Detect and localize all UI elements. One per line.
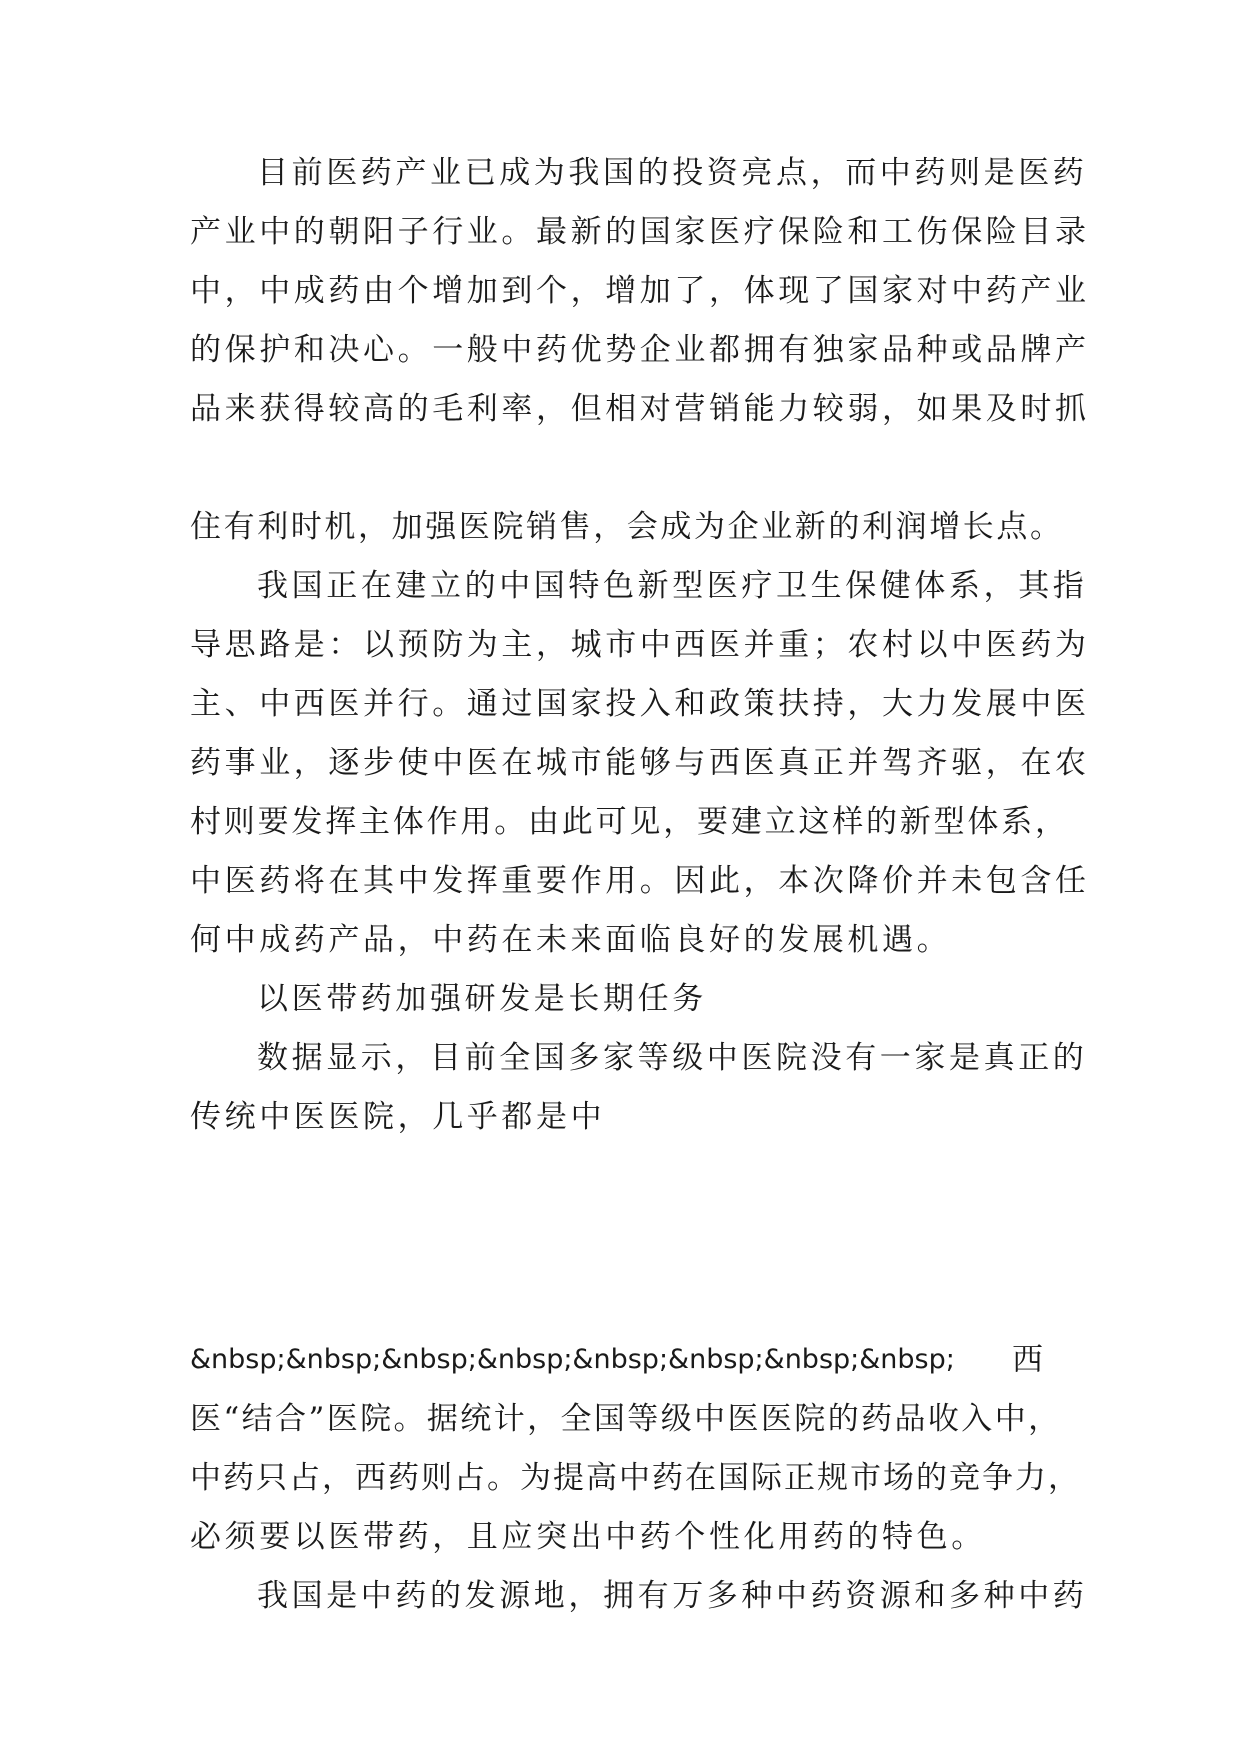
paragraph-3-line-1: 数据显示，目前全国多家等级中医院没有一家是真正的 [257, 1040, 1088, 1076]
continued-line-2: 中药只占，西药则占。为提高中药在国际正规市场的竞争力， [190, 1460, 1081, 1496]
continued-line-1: 医“结合”医院。据统计，全国等级中医医院的药品收入中， [190, 1401, 1062, 1437]
paragraph-2-line-3: 主、中西医并行。通过国家投入和政策扶持，大力发展中医 [190, 686, 1090, 722]
paragraph-2-line-6: 中医药将在其中发挥重要作用。因此，本次降价并未包含任 [190, 863, 1090, 899]
paragraph-2-line-5: 村则要发挥主体作用。由此可见，要建立这样的新型体系， [190, 804, 1069, 840]
paragraph-1-line-1: 目前医药产业已成为我国的投资亮点，而中药则是医药 [257, 155, 1088, 191]
paragraph-1-line-4: 的保护和决心。一般中药优势企业都拥有独家品种或品牌产 [190, 332, 1090, 368]
paragraph-3-line-2: 传统中医医院，几乎都是中 [190, 1099, 606, 1135]
nbsp-entity-run: &nbsp;&nbsp;&nbsp;&nbsp;&nbsp;&nbsp;&nbsp;&nbsp; [190, 1344, 955, 1375]
paragraph-2-line-4: 药事业，逐步使中医在城市能够与西医真正并驾齐驱，在农 [190, 745, 1090, 781]
paragraph-1-line-2: 产业中的朝阳子行业。最新的国家医疗保险和工伤保险目录 [190, 214, 1090, 250]
section-heading: 以医带药加强研发是长期任务 [257, 981, 707, 1017]
continued-line-tail: 西 [1012, 1342, 1043, 1378]
paragraph-2-line-2: 导思路是：以预防为主，城市中西医并重；农村以中医药为 [190, 627, 1090, 663]
paragraph-1-line-5: 品来获得较高的毛利率，但相对营销能力较弱，如果及时抓 [190, 391, 1090, 427]
paragraph-2-line-7: 何中成药产品，中药在未来面临良好的发展机遇。 [190, 922, 952, 958]
paragraph-2-line-1: 我国正在建立的中国特色新型医疗卫生保健体系，其指 [257, 568, 1088, 604]
paragraph-1-line-6: 住有利时机，加强医院销售，会成为企业新的利润增长点。 [190, 509, 1064, 545]
paragraph-1-line-3: 中，中成药由个增加到个，增加了，体现了国家对中药产业 [190, 273, 1090, 309]
paragraph-4-line-1: 我国是中药的发源地，拥有万多种中药资源和多种中药 [257, 1578, 1088, 1614]
continued-line-3: 必须要以医带药，且应突出中药个性化用药的特色。 [190, 1519, 986, 1555]
